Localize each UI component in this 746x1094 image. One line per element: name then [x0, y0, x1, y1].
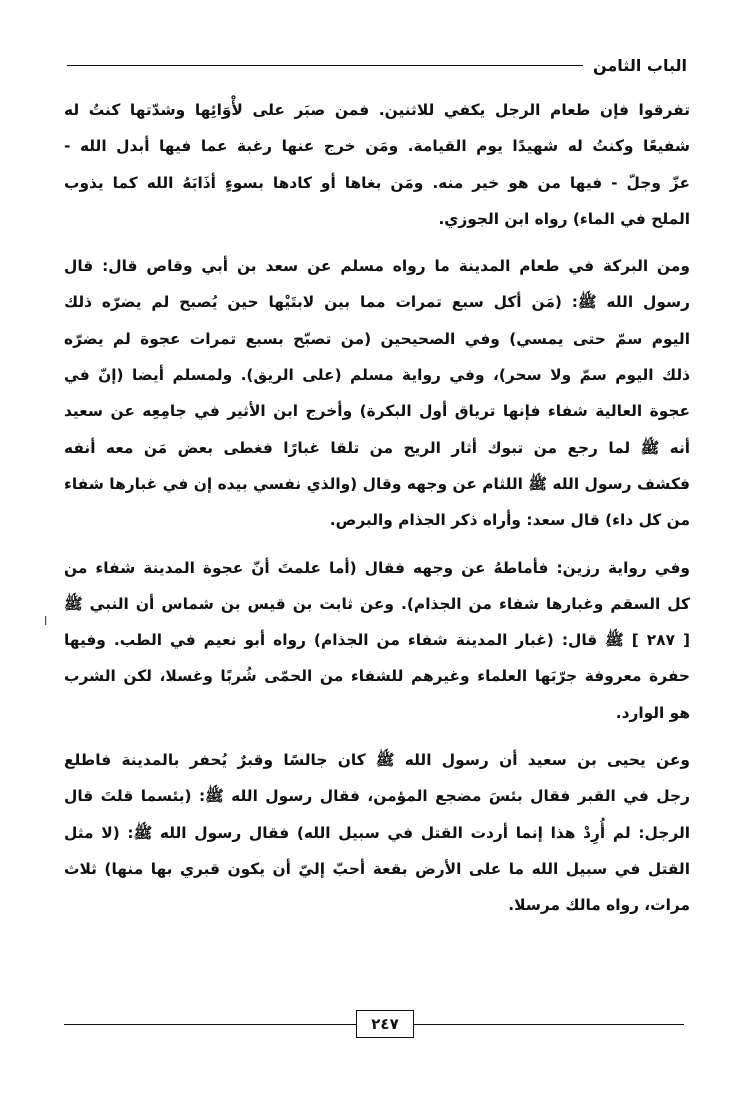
text-line: شفيعًا وكنتُ له شهيدًا يوم القيامة. ومَن خرج عنها رغبة عما فيها أبدل الله - [64, 137, 690, 156]
text-line: رجل في القبر فقال بئسَ مضجع المؤمن، فقال رسول الله ﷺ: (بئسما قلتَ قال [64, 787, 690, 806]
page-number: ٢٤٧ [356, 1010, 414, 1038]
text-line: رسول الله ﷺ: (مَن أكل سبع تمرات مما بين لابتَيْها حين يُصبح لم يضرّه ذلك [64, 293, 690, 312]
text-line: ومن البركة في طعام المدينة ما رواه مسلم عن سعد بن أبي وقاص قال: قال [64, 257, 690, 276]
text-line: وعن يحيى بن سعيد أن رسول الله ﷺ كان جالسًا وقبرٌ يُحفر بالمدينة فاطلع [64, 751, 690, 770]
paragraph [64, 248, 690, 538]
text-line: وفي رواية رزين: فأماطهُ عن وجهه فقال (أما علمتَ أنّ عجوة المدينة شفاء من [64, 558, 690, 577]
text-line: تفرقوا فإن طعام الرجل يكفي للاثنين. فمن صبَر على لأْوَائِها وشدّتها كنتُ له [64, 101, 690, 119]
text-line: كل السقم وغبارها شفاء من الجذام). وعن ثابت بن قيس بن شماس أن النبي ﷺ [64, 594, 690, 613]
body-text [64, 92, 690, 935]
running-header [67, 50, 687, 80]
text-line: عجوة العالية شفاء فإنها ترياق أول البكرة) وأخرج ابن الأثير في جامِعِه عن سعيد [64, 402, 690, 421]
text-line: اليوم سمّ حتى يمسي) وفي الصحيحين (من تصبّح بسبع تمرات عجوة لم يضرّه [64, 329, 690, 348]
header-rule [67, 65, 583, 66]
text-line: عزّ وجلّ - فيها من هو خير منه. ومَن بغاها أو كادها بسوءٍ أذَابَهُ الله كما يذوب [64, 173, 690, 192]
text-line: الرجل: لم أُرِدْ هذا إنما أردت القتل في سبيل الله) فقال رسول الله ﷺ: (لا مثل [64, 823, 690, 842]
text-line: هو الوارد. [615, 703, 690, 722]
text-line: حفرة معروفة جرّبَها العلماء وغيرهم للشفاء من الحمّى شُربًا وغسلا، لكن الشرب [64, 667, 690, 686]
paragraph [64, 92, 690, 237]
text-line: أنه ﷺ لما رجع من تبوك أثار الريح من تلقا غبارًا فغطى بعض مَن معه أنفه [64, 438, 690, 457]
text-line: القتل في سبيل الله ما على الأرض بقعة أحبّ إليّ أن يكون قبري بها منها) ثلاث [64, 859, 690, 878]
paragraph [64, 550, 690, 731]
margin-note: ا [44, 614, 48, 628]
footer-rule-left [64, 1024, 356, 1025]
text-line: مرات، رواه مالك مرسلا. [508, 896, 690, 915]
text-line: [ ٢٨٧ ] ﷺ قال: (غبار المدينة شفاء من الجذام) رواه أبو نعيم في الطب. وفيها [64, 631, 690, 650]
paragraph [64, 742, 690, 923]
text-line: الملح في الماء) رواه ابن الجوزي. [438, 209, 690, 228]
text-line: ذلك اليوم سمّ ولا سحر)، وفي رواية مسلم (على الريق). ولمسلم أيضا (إنّ في [64, 366, 690, 385]
text-line: من كل داء) قال سعد: وأراه ذكر الجذام والبرص. [329, 511, 690, 530]
footer-rule-right [414, 1024, 684, 1025]
page-footer [0, 1010, 746, 1040]
chapter-title: الباب الثامن [592, 55, 687, 75]
text-line: فكشف رسول الله ﷺ اللثام عن وجهه وقال (والذي نفسي بيده إن في غبارها شفاء [64, 474, 690, 493]
